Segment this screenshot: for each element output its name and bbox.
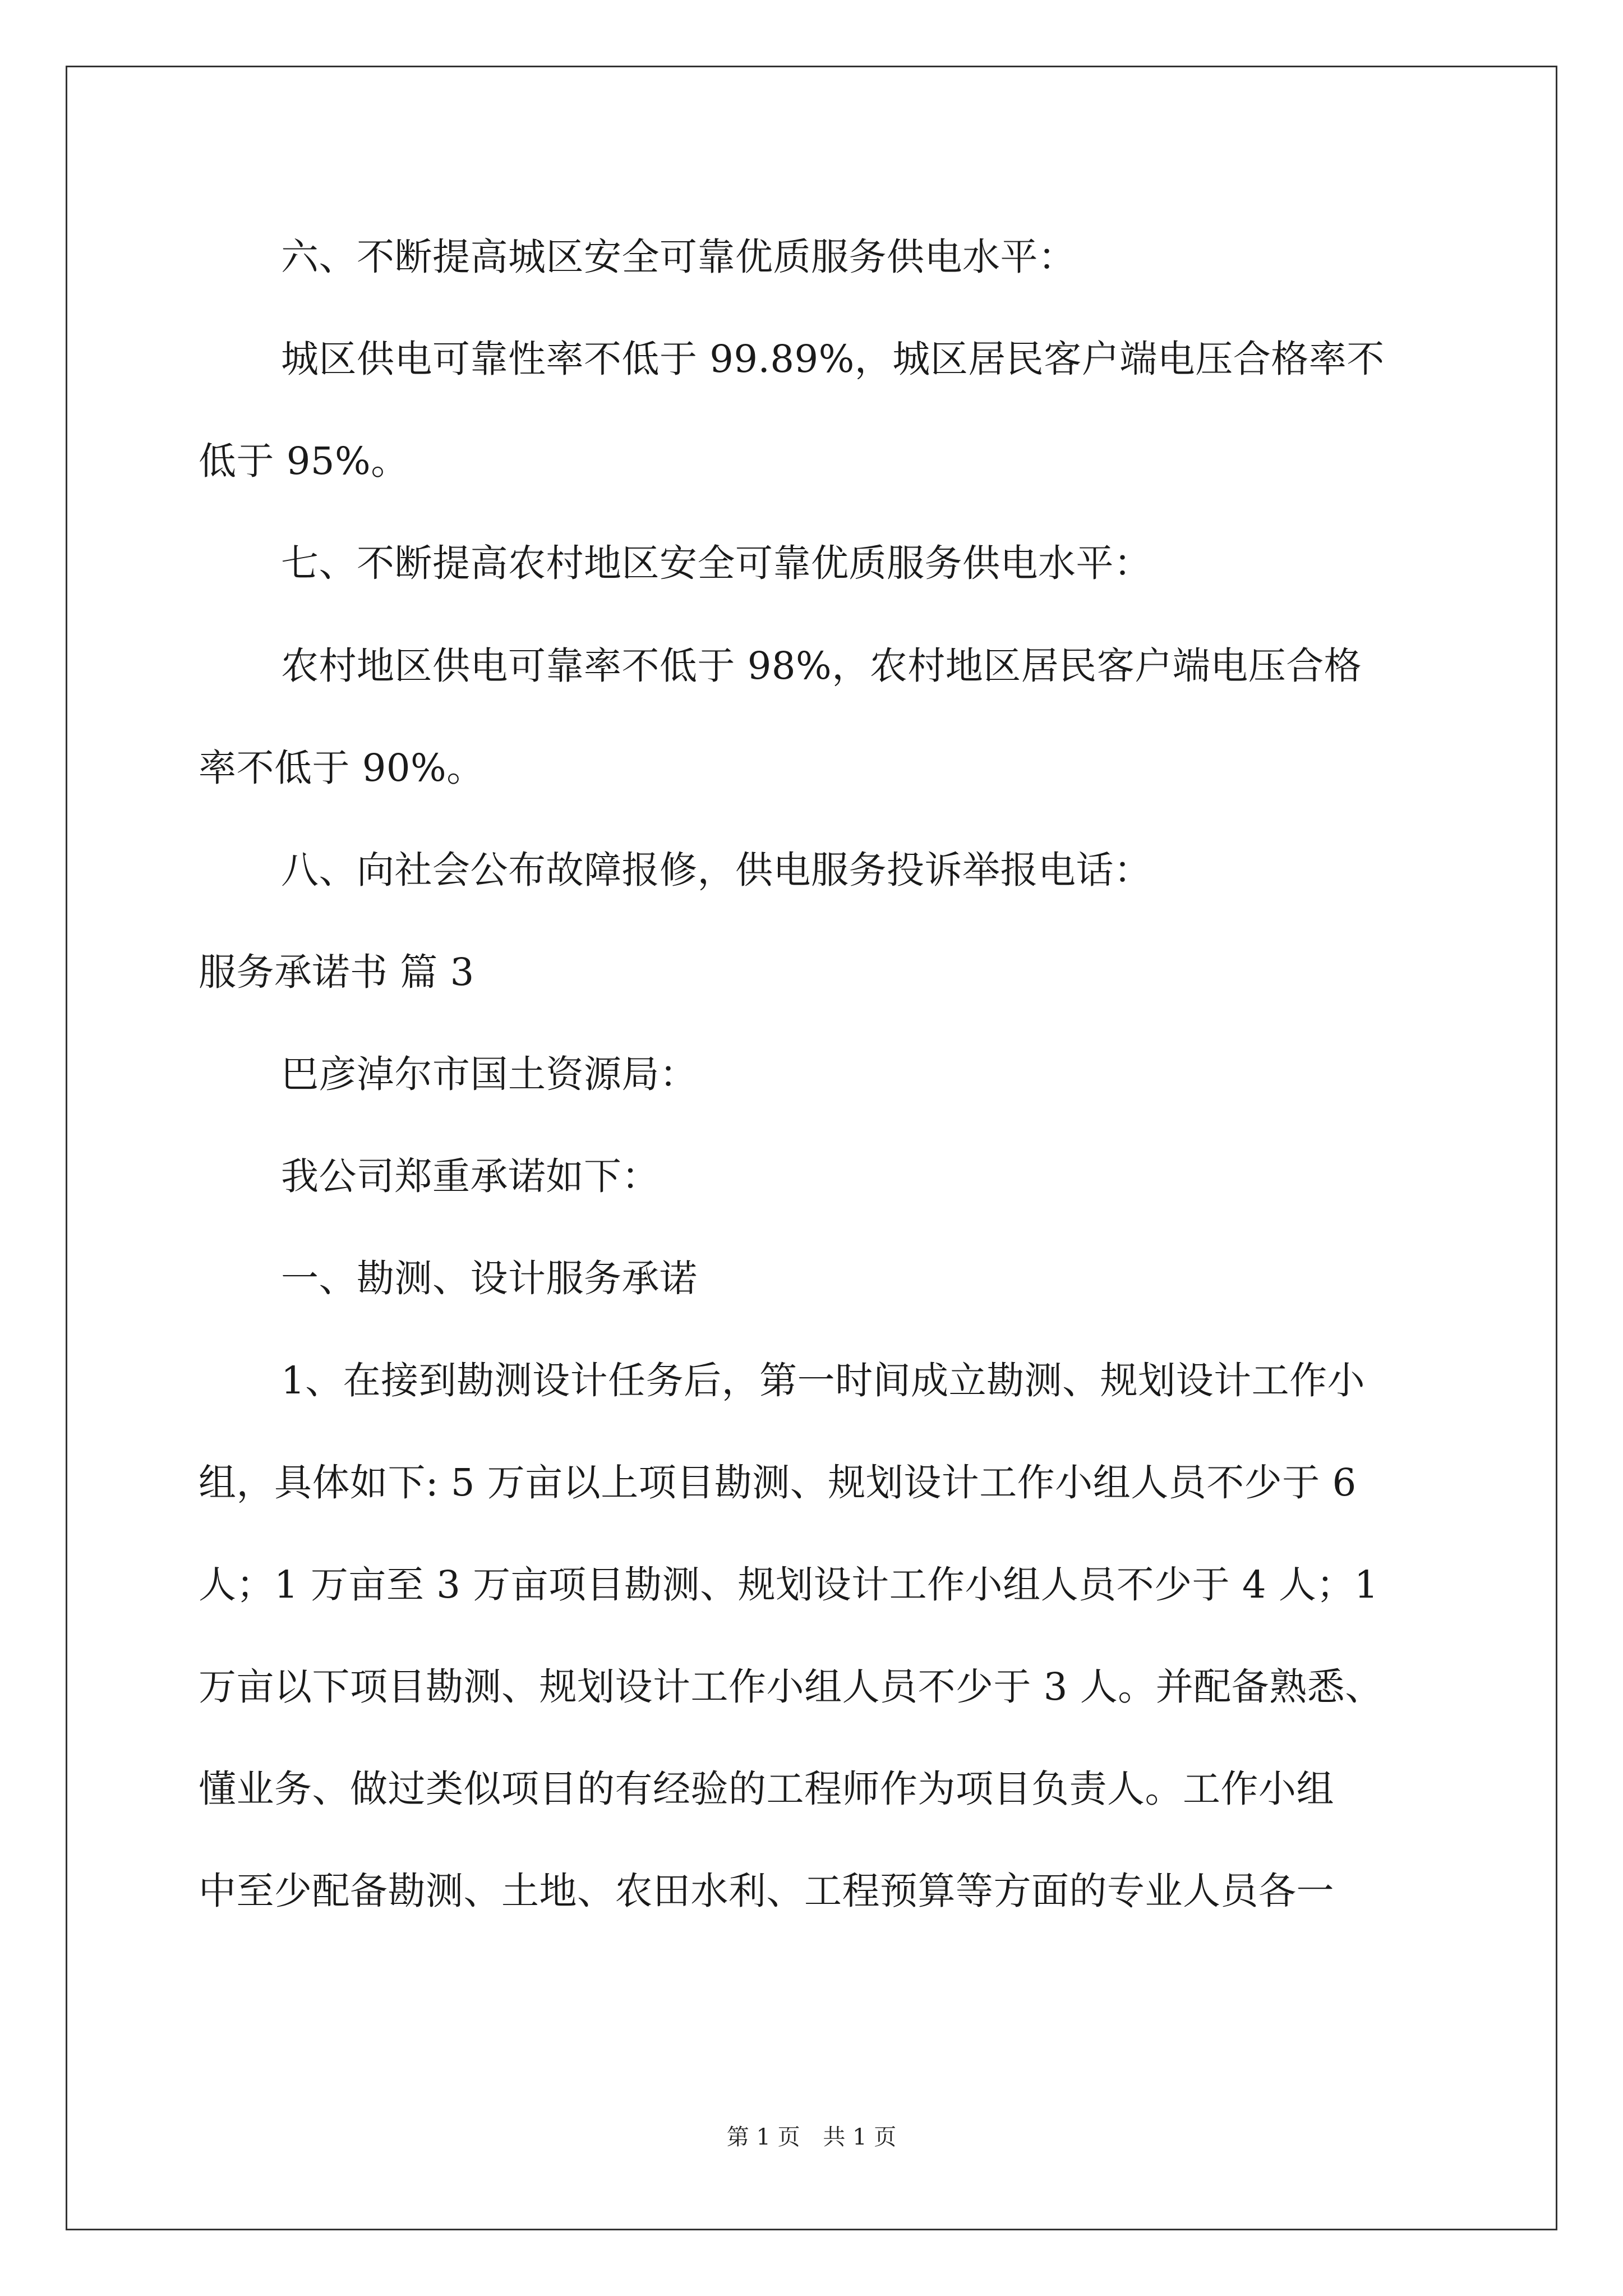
paragraph-line: 懂业务、做过类似项目的有经验的工程师作为项目负责人。工作小组: [199, 1767, 1334, 1811]
paragraph-line: 八、向社会公布故障报修，供电服务投诉举报电话：: [281, 848, 1152, 892]
paragraph-line: 六、不断提高城区安全可靠优质服务供电水平：: [281, 235, 1076, 279]
paragraph-line: 组，具体如下: 5 万亩以上项目勘测、规划设计工作小组人员不少于 6: [199, 1461, 1357, 1504]
paragraph-line: 巴彦淖尔市国土资源局：: [281, 1052, 698, 1096]
paragraph-line: 农村地区供电可靠率不低于 98%，农村地区居民客户端电压合格: [281, 644, 1362, 688]
section-heading: 服务承诺书 篇 3: [199, 950, 474, 994]
paragraph-line: 低于 95%。: [199, 439, 409, 483]
paragraph-line: 1、在接到勘测设计任务后，第一时间成立勘测、规划设计工作小: [281, 1359, 1366, 1402]
paragraph-line: 七、不断提高农村地区安全可靠优质服务供电水平：: [281, 541, 1152, 585]
paragraph-line: 城区供电可靠性率不低于 99.89%，城区居民客户端电压合格率不: [281, 337, 1385, 381]
paragraph-line: 一、勘测、设计服务承诺: [281, 1257, 698, 1300]
page-number: 第 1 页: [726, 2124, 800, 2150]
page-total: 共 1 页: [823, 2124, 897, 2150]
page-footer: [0, 2123, 1623, 2151]
paragraph-line: 人；1 万亩至 3 万亩项目勘测、规划设计工作小组人员不少于 4 人；1: [199, 1563, 1378, 1607]
paragraph-line: 万亩以下项目勘测、规划设计工作小组人员不少于 3 人。并配备熟悉、: [199, 1665, 1383, 1709]
paragraph-line: 中至少配备勘测、土地、农田水利、工程预算等方面的专业人员各一: [199, 1869, 1334, 1913]
paragraph-line: 我公司郑重承诺如下：: [281, 1154, 660, 1198]
paragraph-line: 率不低于 90%。: [199, 746, 485, 790]
